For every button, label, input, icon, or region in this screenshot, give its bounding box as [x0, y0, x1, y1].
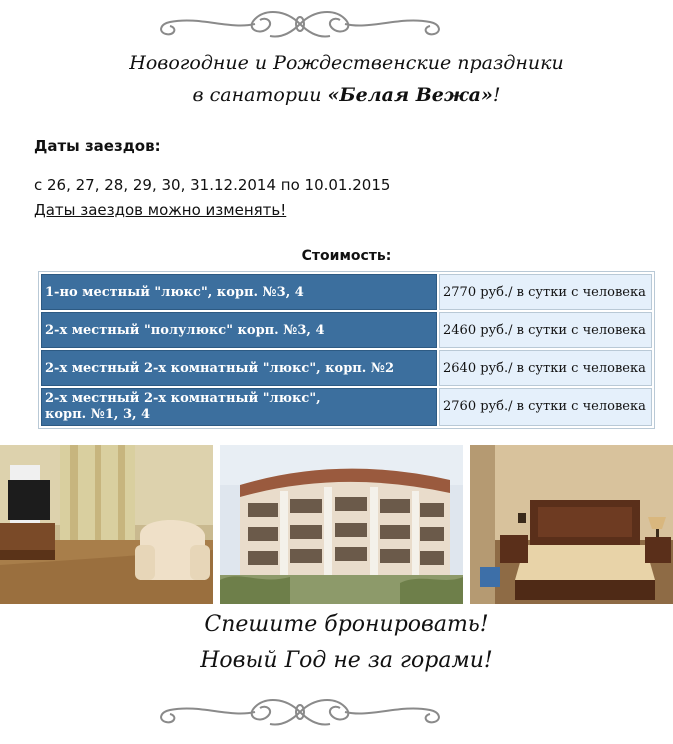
building-photo [220, 445, 463, 604]
room-type-text: 2-х местный "полулюкс" корп. №3, 4 [45, 322, 325, 338]
price-cell: 2460 руб./ в сутки с человека [439, 312, 652, 348]
slogan-line1: Спешите бронировать! [204, 612, 489, 637]
table-row [41, 350, 652, 386]
table-row [41, 274, 652, 310]
sanatorium-name: «Белая Вежа» [327, 84, 493, 106]
page-title-line1: Новогодние и Рождественские праздники [129, 52, 564, 74]
price-cell: 2770 руб./ в сутки с человека [439, 274, 652, 310]
bottom-ornament-icon [150, 692, 450, 732]
dates-change-link[interactable]: Даты заездов можно изменять! [34, 201, 287, 219]
room-type-text-line2: корп. №1, 3, 4 [45, 407, 151, 422]
slogan-line2: Новый Год не за горами! [200, 648, 493, 673]
price-cell: 2760 руб./ в сутки с человека [439, 388, 652, 426]
dates-heading: Даты заездов: [34, 137, 161, 155]
room-type-text: 2-х местный 2-х комнатный "люкс", [45, 391, 321, 406]
room-type-text: 2-х местный 2-х комнатный "люкс", корп. №2 [45, 360, 395, 376]
price-table [38, 271, 655, 429]
room-type-cell [41, 388, 437, 426]
title-suffix: ! [492, 84, 501, 106]
price-cell: 2640 руб./ в сутки с человека [439, 350, 652, 386]
room-type-text: 1-но местный "люкс", корп. №3, 4 [45, 284, 304, 300]
title-prefix: в санатории [192, 84, 328, 106]
room-photo-tv-armchair [0, 445, 213, 604]
price-heading: Стоимость: [301, 248, 392, 264]
page-title-line2 [0, 84, 673, 106]
room-type-cell [41, 312, 437, 348]
table-row [41, 388, 652, 426]
table-row [41, 312, 652, 348]
room-type-cell [41, 274, 437, 310]
dates-text: с 26, 27, 28, 29, 30, 31.12.2014 по 10.01.2015 [34, 176, 391, 194]
room-type-cell [41, 350, 437, 386]
bedroom-photo [470, 445, 673, 604]
top-ornament-icon [150, 4, 450, 44]
